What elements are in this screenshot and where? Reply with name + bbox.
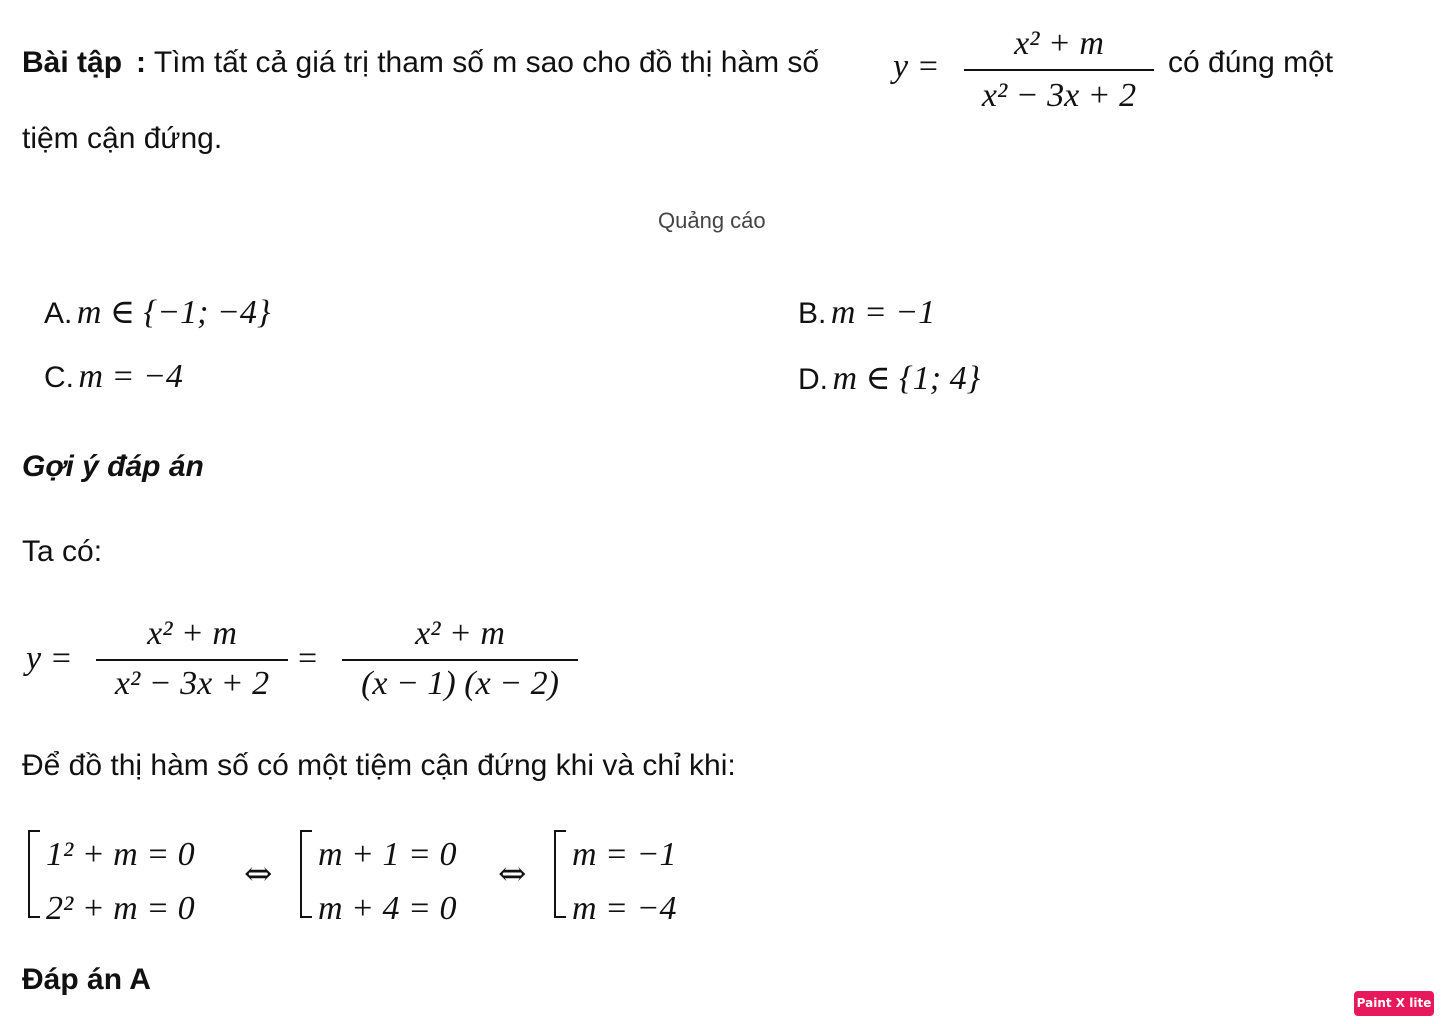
equation-lhs: y = — [26, 640, 73, 677]
fraction-bar — [964, 69, 1154, 71]
iff-symbol-1: ⇔ — [244, 854, 273, 894]
ad-label: Quảng cáo — [658, 208, 766, 233]
system-1-bracket — [28, 830, 40, 918]
fraction-2-numerator: x² + m — [415, 615, 505, 652]
question-text-end: có đúng một — [1168, 46, 1334, 79]
watermark-badge: Paint X lite — [1354, 991, 1434, 1016]
option-d-math: m ∈ {1; 4} — [832, 360, 981, 397]
system-3-line-2: m = −4 — [572, 890, 677, 927]
option-a[interactable] — [44, 292, 270, 332]
fraction-1-denominator: x² − 3x + 2 — [114, 665, 270, 702]
system-1-line-2: 2² + m = 0 — [46, 890, 195, 927]
fraction-2-bar — [342, 659, 578, 661]
system-3 — [554, 830, 714, 927]
hint-title: Gợi ý đáp án — [22, 450, 204, 483]
system-2-line-2: m + 4 = 0 — [318, 890, 457, 927]
option-c[interactable] — [44, 358, 183, 396]
option-d[interactable] — [798, 358, 980, 398]
iff-symbol-2: ⇔ — [498, 854, 527, 894]
function-numerator: x² + m — [1014, 25, 1104, 62]
exercise-colon: : — [136, 46, 147, 79]
function-fraction — [964, 22, 1154, 114]
exercise-label: Bài tập — [22, 46, 123, 79]
option-c-letter: C. — [44, 361, 74, 394]
fraction-1-bar — [96, 659, 288, 661]
equals-sign: = — [298, 640, 318, 677]
answer-text: Đáp án A — [22, 963, 151, 996]
system-3-bracket — [554, 830, 566, 918]
fraction-2-denominator: (x − 1) (x − 2) — [361, 665, 559, 702]
question-text: Tìm tất cả giá trị tham số m sao cho đồ thị hàm số — [153, 46, 820, 79]
question-line-2: tiệm cận đứng. — [22, 122, 223, 155]
option-b[interactable] — [798, 294, 935, 332]
condition-text: Để đồ thị hàm số có một tiệm cận đứng khi và chỉ khi: — [22, 749, 736, 782]
option-a-math: m ∈ {−1; −4} — [76, 294, 271, 331]
equation-fraction-2 — [342, 612, 578, 706]
system-3-line-1: m = −1 — [572, 836, 677, 873]
question-line-1 — [22, 46, 819, 80]
option-b-letter: B. — [798, 297, 827, 330]
equation-fraction-1 — [96, 612, 288, 706]
system-2-bracket — [300, 830, 312, 918]
function-denominator: x² − 3x + 2 — [981, 77, 1137, 114]
option-c-math: m = −4 — [78, 358, 183, 395]
option-b-math: m = −1 — [830, 294, 936, 331]
system-2-line-1: m + 1 = 0 — [318, 836, 457, 873]
option-d-letter: D. — [798, 363, 828, 396]
system-2 — [300, 830, 490, 927]
option-a-letter: A. — [44, 297, 73, 330]
function-lhs: y = — [893, 48, 940, 85]
system-1-line-1: 1² + m = 0 — [46, 836, 195, 873]
system-1 — [28, 830, 238, 927]
fraction-1-numerator: x² + m — [147, 615, 237, 652]
solution-intro: Ta có: — [22, 535, 103, 568]
